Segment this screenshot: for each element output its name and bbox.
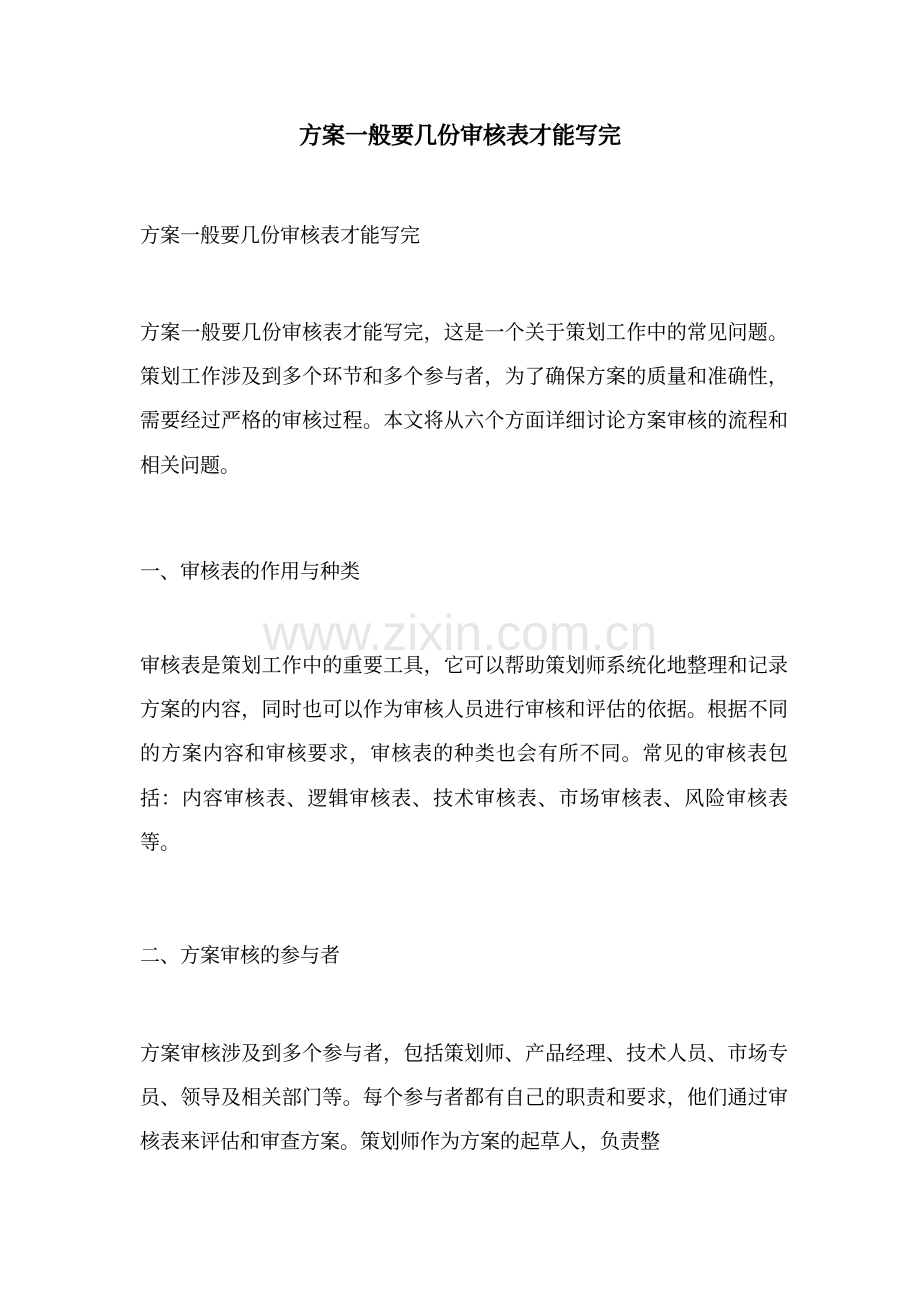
section-body-1: 审核表是策划工作中的重要工具，它可以帮助策划师系统化地整理和记录方案的内容，同时也可以作为审核人员进行审核和评估的依据。根据不同的方案内容和审核要求，审核表的种类也会有所不同。常见的审核表包括：内容审核表、逻辑审核表、技术审核表、市场审核表、风险审核表等。 xyxy=(140,653,788,854)
document-title: 方案一般要几份审核表才能写完 xyxy=(299,122,621,149)
section-heading-1: 一、审核表的作用与种类 xyxy=(140,559,360,583)
watermark-text: www.zixin.com.cn xyxy=(262,605,658,661)
section-heading-2: 二、方案审核的参与者 xyxy=(140,943,340,967)
section-body-2: 方案审核涉及到多个参与者，包括策划师、产品经理、技术人员、市场专员、领导及相关部门等。每个参与者都有自己的职责和要求，他们通过审核表来评估和审查方案。策划师作为方案的起草人，负责整 xyxy=(140,1041,788,1154)
intro-paragraph: 方案一般要几份审核表才能写完，这是一个关于策划工作中的常见问题。策划工作涉及到多个环节和多个参与者，为了确保方案的质量和准确性，需要经过严格的审核过程。本文将从六个方面详细讨论方案审核的流程和相关问题。 xyxy=(140,320,788,477)
document-subtitle: 方案一般要几份审核表才能写完 xyxy=(140,223,420,247)
